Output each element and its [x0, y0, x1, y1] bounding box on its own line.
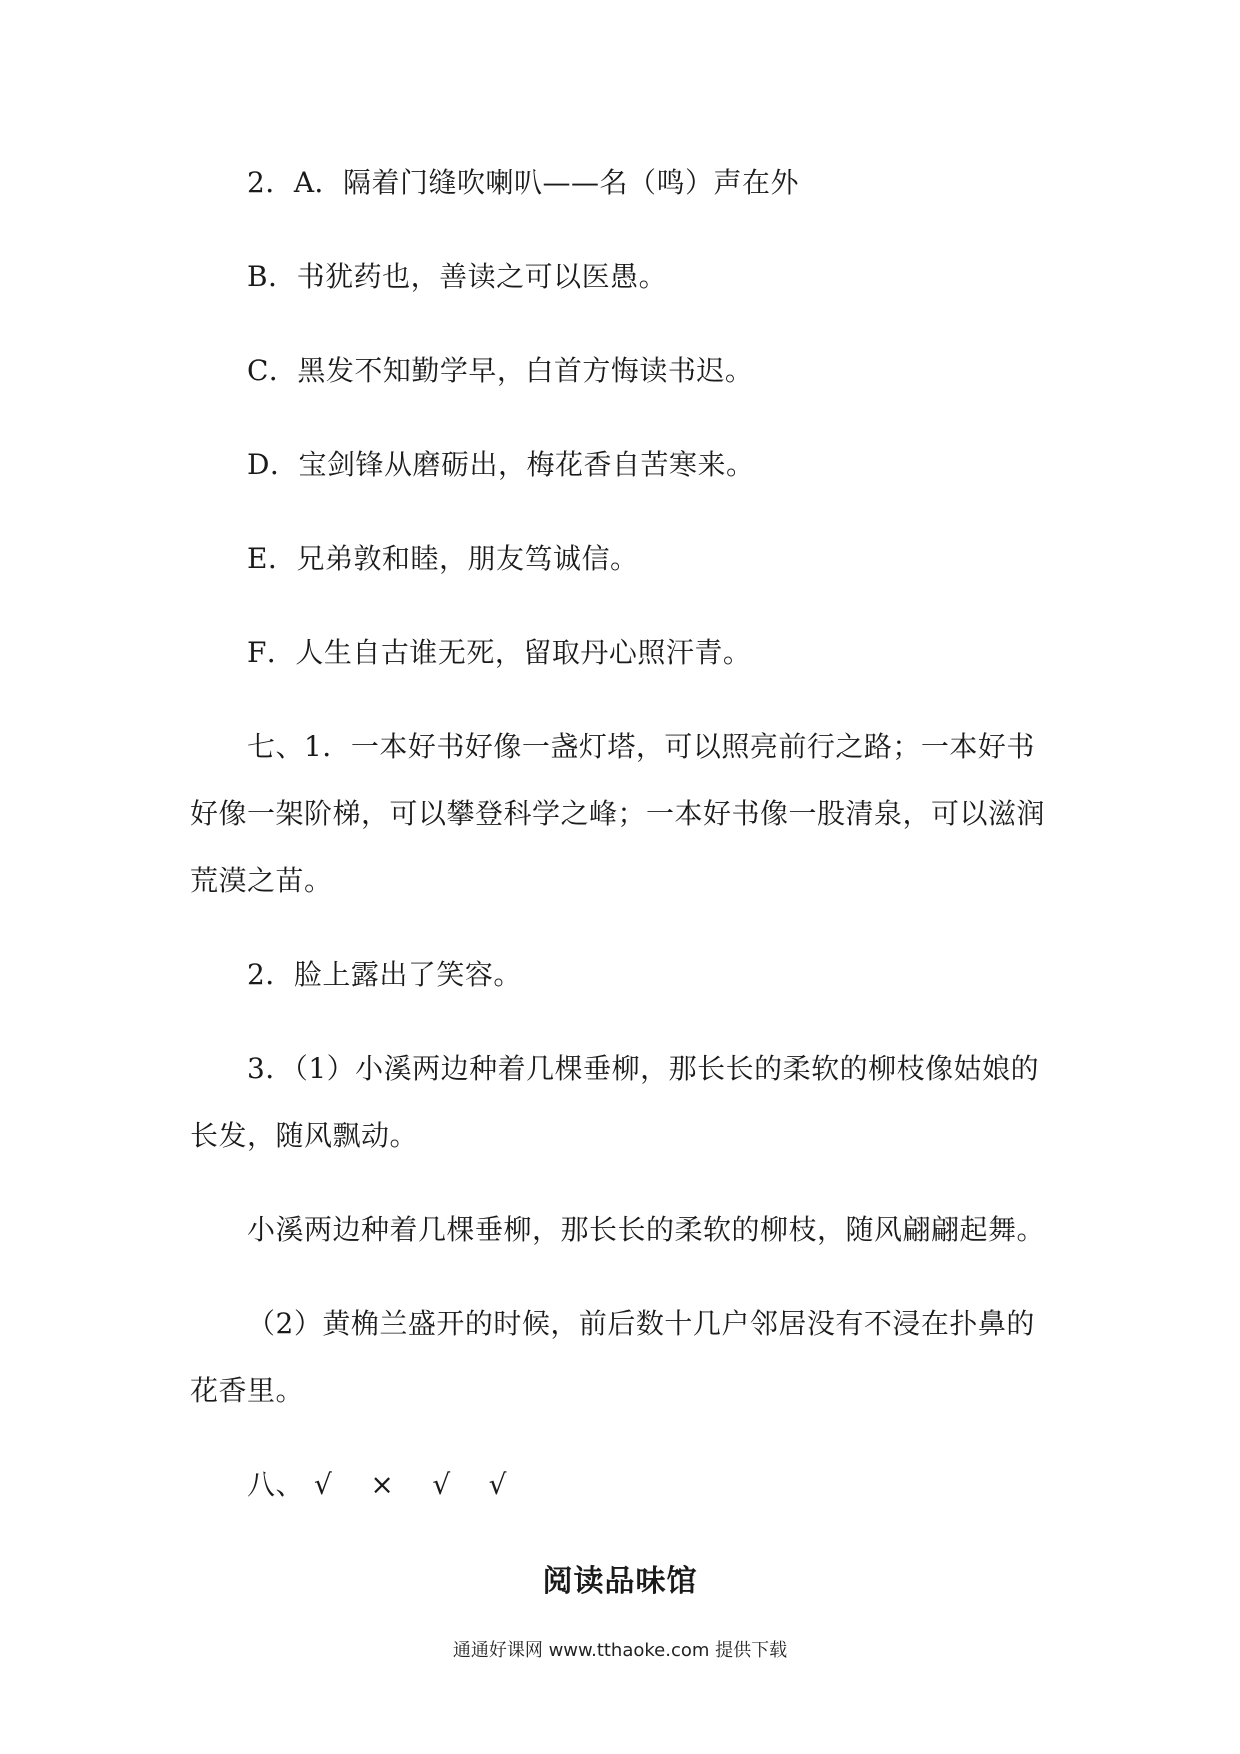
s8-mark-3: √ — [432, 1468, 451, 1501]
s7-item3-2-line2: 花香里。 — [190, 1374, 305, 1407]
q2-option-e: E．兄弟敦和睦，朋友笃诚信。 — [247, 542, 639, 575]
section-heading: 阅读品味馆 — [542, 1564, 698, 1599]
s7-item1-line3: 荒漠之苗。 — [190, 864, 333, 897]
s7-item3-line2: 长发，随风飘动。 — [190, 1119, 419, 1152]
s7-item3-line1: 3．（1）小溪两边种着几棵垂柳，那长长的柔软的柳枝像姑娘的 — [247, 1052, 1040, 1085]
s8-mark-4: √ — [488, 1468, 508, 1501]
s8-mark-2: × — [370, 1468, 395, 1501]
q2-option-a: 2．A．隔着门缝吹喇叭——名（鸣）声在外 — [247, 166, 800, 199]
q2-option-d: D．宝剑锋从磨砺出，梅花香自苦寒来。 — [247, 448, 755, 481]
s7-item1-line1: 七、1．一本好书好像一盏灯塔，可以照亮前行之路；一本好书 — [247, 730, 1035, 763]
s8-answers — [247, 1468, 507, 1502]
s7-item3-line3: 小溪两边种着几棵垂柳，那长长的柔软的柳枝，随风翩翩起舞。 — [247, 1213, 1046, 1246]
footer-watermark: 通通好课网 www.tthaoke.com 提供下载 — [452, 1640, 788, 1661]
s8-mark-1: √ — [314, 1468, 333, 1501]
q2-option-f: F．人生自古谁无死，留取丹心照汗青。 — [247, 636, 752, 669]
q2-option-b: B．书犹药也，善读之可以医愚。 — [247, 260, 668, 293]
s7-item3-2-line1: （2）黄桷兰盛开的时候，前后数十几户邻居没有不浸在扑鼻的 — [247, 1307, 1035, 1340]
s7-item1-line2: 好像一架阶梯，可以攀登科学之峰；一本好书像一股清泉，可以滋润 — [190, 797, 1046, 830]
s8-label: 八、 — [247, 1468, 305, 1501]
s7-item2: 2．脸上露出了笑容。 — [247, 958, 522, 991]
q2-option-c: C．黑发不知勤学早，白首方悔读书迟。 — [247, 354, 754, 387]
